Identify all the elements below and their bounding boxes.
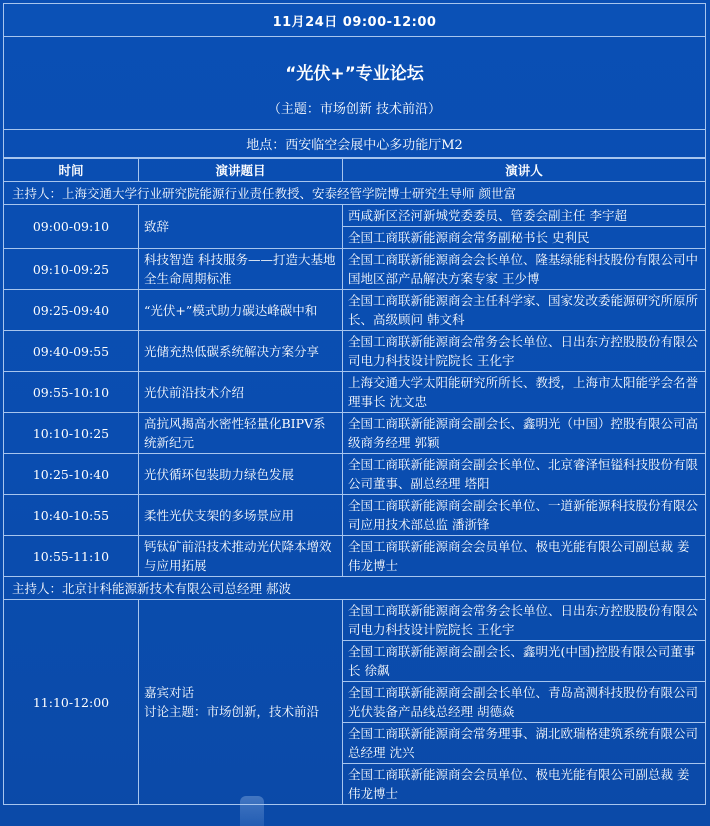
table-row xyxy=(4,536,706,577)
col-speaker-header: 演讲人 xyxy=(343,159,706,182)
col-time-header: 时间 xyxy=(4,159,139,182)
session-topic: 光储充热低碳系统解决方案分享 xyxy=(139,331,343,372)
session-topic: 高抗风揭高水密性轻量化BIPV系统新纪元 xyxy=(139,413,343,454)
agenda-page xyxy=(3,3,706,805)
session-topic: 科技智造 科技服务——打造大基地全生命周期标准 xyxy=(139,249,343,290)
table-row xyxy=(4,331,706,372)
dialogue-speaker: 全国工商联新能源商会常务会长单位、日出东方控股股份有限公司电力科技设计院院长 王化宇 xyxy=(343,600,706,641)
forum-title-box xyxy=(3,37,706,130)
session-time: 09:55-10:10 xyxy=(4,372,139,413)
table-row xyxy=(4,205,706,227)
column-header-row xyxy=(4,159,706,182)
dialogue-speaker: 全国工商联新能源商会常务理事、湖北欧瑞格建筑系统有限公司总经理 沈兴 xyxy=(343,723,706,764)
session-speaker: 西咸新区泾河新城党委委员、管委会副主任 李宇超 xyxy=(343,205,706,227)
dialogue-theme: 讨论主题：市场创新，技术前沿 xyxy=(144,704,320,719)
host-row xyxy=(4,577,706,600)
dialogue-time: 11:10-12:00 xyxy=(4,600,139,805)
session-topic: 钙钛矿前沿技术推动光伏降本增效与应用拓展 xyxy=(139,536,343,577)
session-time: 10:40-10:55 xyxy=(4,495,139,536)
forum-title: “光伏+”专业论坛 xyxy=(285,64,424,84)
table-row xyxy=(4,454,706,495)
session-time: 09:40-09:55 xyxy=(4,331,139,372)
session-topic: 致辞 xyxy=(139,205,343,249)
agenda-table xyxy=(3,158,706,805)
session-topic: 柔性光伏支架的多场景应用 xyxy=(139,495,343,536)
dialogue-speaker: 全国工商联新能源商会会员单位、极电光能有限公司副总裁 姜伟龙博士 xyxy=(343,764,706,805)
host-row xyxy=(4,182,706,205)
dialogue-speaker: 全国工商联新能源商会副会长单位、青岛高测科技股份有限公司光伏装备产品线总经理 胡德焱 xyxy=(343,682,706,723)
table-row xyxy=(4,600,706,641)
forum-theme: （主题：市场创新 技术前沿） xyxy=(267,102,442,117)
session-topic: 光伏前沿技术介绍 xyxy=(139,372,343,413)
session-time: 10:10-10:25 xyxy=(4,413,139,454)
col-topic-header: 演讲题目 xyxy=(139,159,343,182)
session-topic: 光伏循环包装助力绿色发展 xyxy=(139,454,343,495)
session-speaker: 全国工商联新能源商会副会长单位、一道新能源科技股份有限公司应用技术部总监 潘浙锋 xyxy=(343,495,706,536)
dialogue-topic xyxy=(139,600,343,805)
table-row xyxy=(4,372,706,413)
table-row xyxy=(4,495,706,536)
dialogue-speaker: 全国工商联新能源商会副会长、鑫明光(中国)控股有限公司董事长 徐飙 xyxy=(343,641,706,682)
table-row xyxy=(4,249,706,290)
date-time-header: 11月24日 09:00-12:00 xyxy=(3,3,706,37)
table-row xyxy=(4,413,706,454)
session-time: 10:55-11:10 xyxy=(4,536,139,577)
session-topic: “光伏+”模式助力碳达峰碳中和 xyxy=(139,290,343,331)
table-row xyxy=(4,290,706,331)
session-time: 09:25-09:40 xyxy=(4,290,139,331)
host-1: 主持人：上海交通大学行业研究院能源行业责任教授、安泰经管学院博士研究生导师 颜世富 xyxy=(4,182,706,205)
dialogue-title: 嘉宾对话 xyxy=(144,685,195,700)
background-building-shape xyxy=(240,796,264,826)
session-time: 10:25-10:40 xyxy=(4,454,139,495)
session-speaker: 全国工商联新能源商会副会长、鑫明光（中国）控股有限公司高级商务经理 郭颖 xyxy=(343,413,706,454)
venue: 地点：西安临空会展中心多功能厅M2 xyxy=(3,130,706,158)
session-speaker: 全国工商联新能源商会主任科学家、国家发改委能源研究所原所长、高级顾问 韩文科 xyxy=(343,290,706,331)
session-speaker: 全国工商联新能源商会会员单位、极电光能有限公司副总裁 姜伟龙博士 xyxy=(343,536,706,577)
host-2: 主持人：北京计科能源新技术有限公司总经理 郝波 xyxy=(4,577,706,600)
session-time: 09:10-09:25 xyxy=(4,249,139,290)
session-speaker: 全国工商联新能源商会副会长单位、北京睿泽恒镒科技股份有限公司董事、副总经理 塔阳 xyxy=(343,454,706,495)
session-time: 09:00-09:10 xyxy=(4,205,139,249)
session-speaker: 全国工商联新能源商会常务会长单位、日出东方控股股份有限公司电力科技设计院院长 王化宇 xyxy=(343,331,706,372)
session-speaker: 全国工商联新能源商会会长单位、隆基绿能科技股份有限公司中国地区部产品解决方案专家 王少博 xyxy=(343,249,706,290)
session-speaker: 上海交通大学太阳能研究所所长、教授，上海市太阳能学会名誉理事长 沈文忠 xyxy=(343,372,706,413)
session-speaker: 全国工商联新能源商会常务副秘书长 史利民 xyxy=(343,227,706,249)
